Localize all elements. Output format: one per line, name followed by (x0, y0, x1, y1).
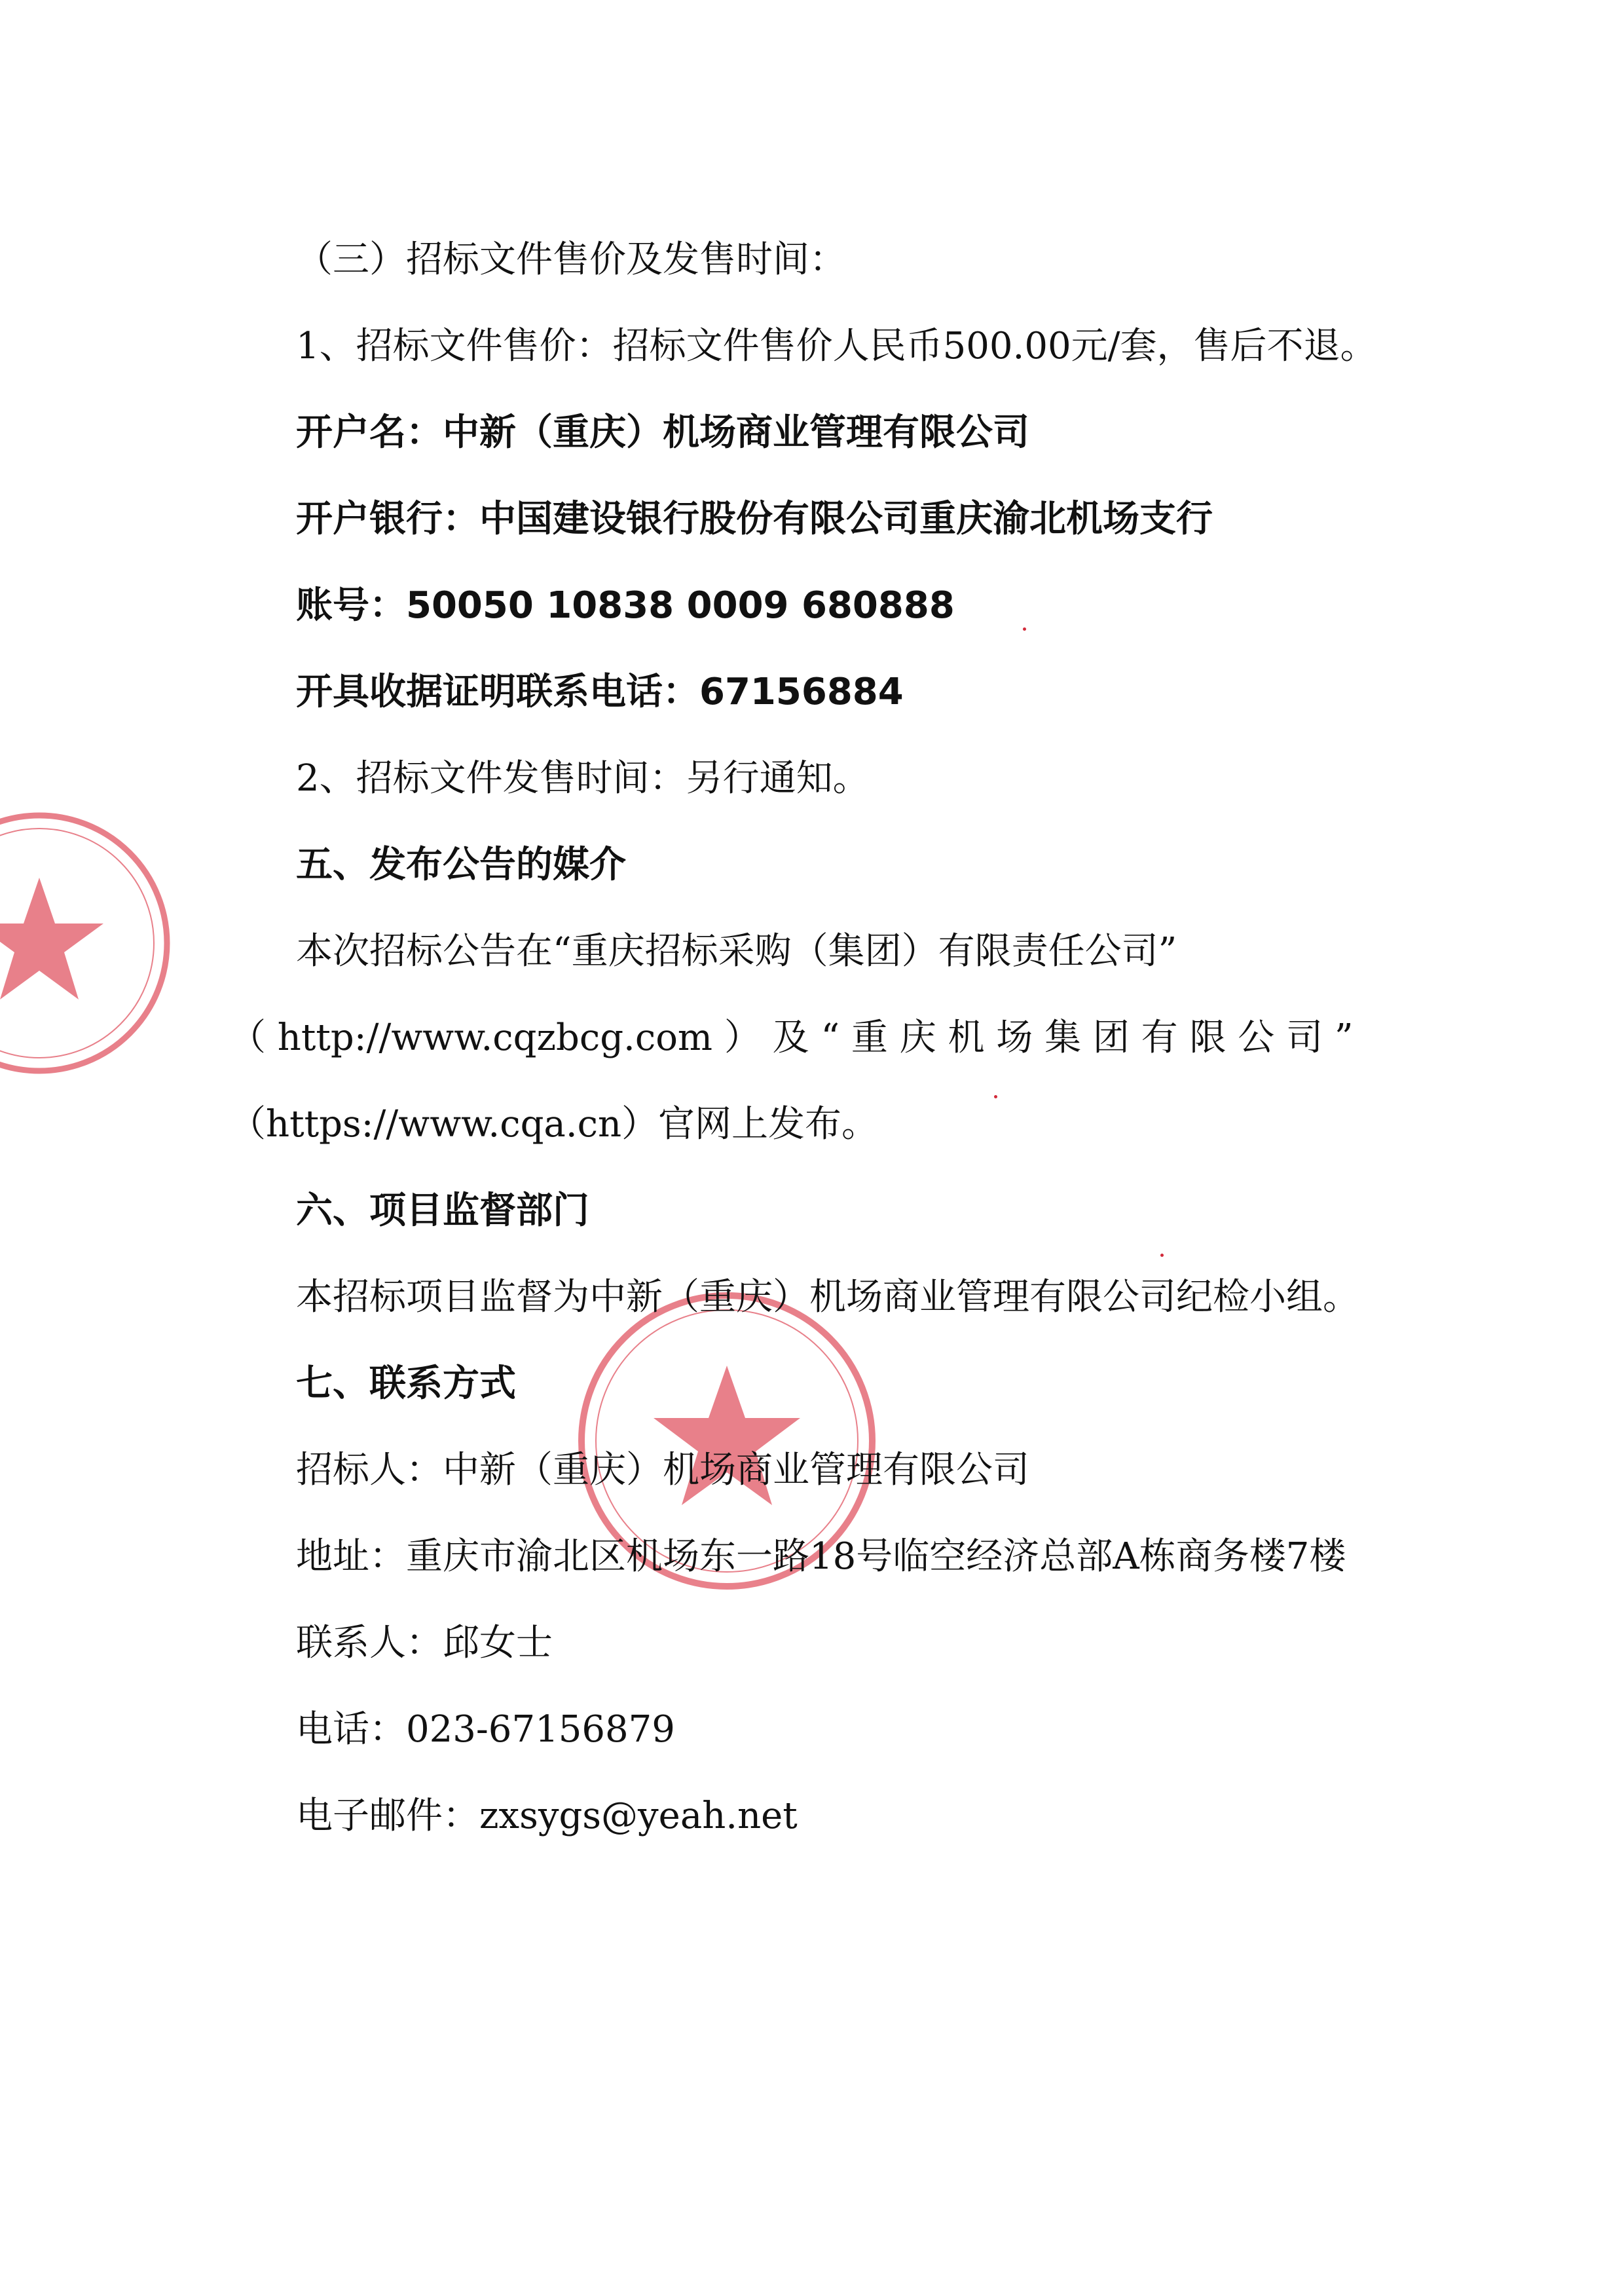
tender-price-line: 1、招标文件售价：招标文件售价人民币500.00元/套，售后不退。 (296, 325, 1377, 367)
media-paragraph-line-3: （https://www.cqa.cn）官网上发布。 (229, 1103, 879, 1146)
scan-speck (1023, 627, 1026, 631)
account-number-line: 账号：50050 10838 0009 680888 (296, 584, 955, 627)
scan-speck (994, 1095, 997, 1098)
email-line: 电子邮件：zxsygs@yeah.net (296, 1795, 798, 1837)
section-heading-supervision: 六、项目监督部门 (296, 1189, 589, 1232)
supervision-paragraph: 本招标项目监督为中新（重庆）机场商业管理有限公司纪检小组。 (296, 1276, 1359, 1318)
phone-line: 电话：023-67156879 (296, 1708, 675, 1751)
media-paragraph-line-2: （ http://www.cqzbcg.com ） 及 “ 重 庆 机 场 集 团 有 限 公 司 ” (229, 1017, 1354, 1059)
section-heading-tender-price: （三）招标文件售价及发售时间： (296, 238, 846, 281)
scan-speck (1160, 1254, 1164, 1257)
sale-time-line: 2、招标文件发售时间：另行通知。 (296, 757, 870, 800)
receipt-phone-line: 开具收据证明联系电话：67156884 (296, 671, 904, 713)
account-name-line: 开户名：中新（重庆）机场商业管理有限公司 (296, 411, 1029, 454)
tenderer-line: 招标人：中新（重庆）机场商业管理有限公司 (296, 1449, 1029, 1491)
contact-person-line: 联系人：邱女士 (296, 1622, 553, 1664)
company-seal-left (0, 806, 177, 1081)
section-heading-media: 五、发布公告的媒介 (296, 844, 626, 886)
section-heading-contact: 七、联系方式 (296, 1362, 516, 1405)
address-line: 地址：重庆市渝北区机场东一路18号临空经济总部A栋商务楼7楼 (296, 1535, 1346, 1578)
media-paragraph-line-1: 本次招标公告在“重庆招标采购（集团）有限责任公司” (296, 930, 1177, 973)
bank-line: 开户银行：中国建设银行股份有限公司重庆渝北机场支行 (296, 498, 1213, 540)
